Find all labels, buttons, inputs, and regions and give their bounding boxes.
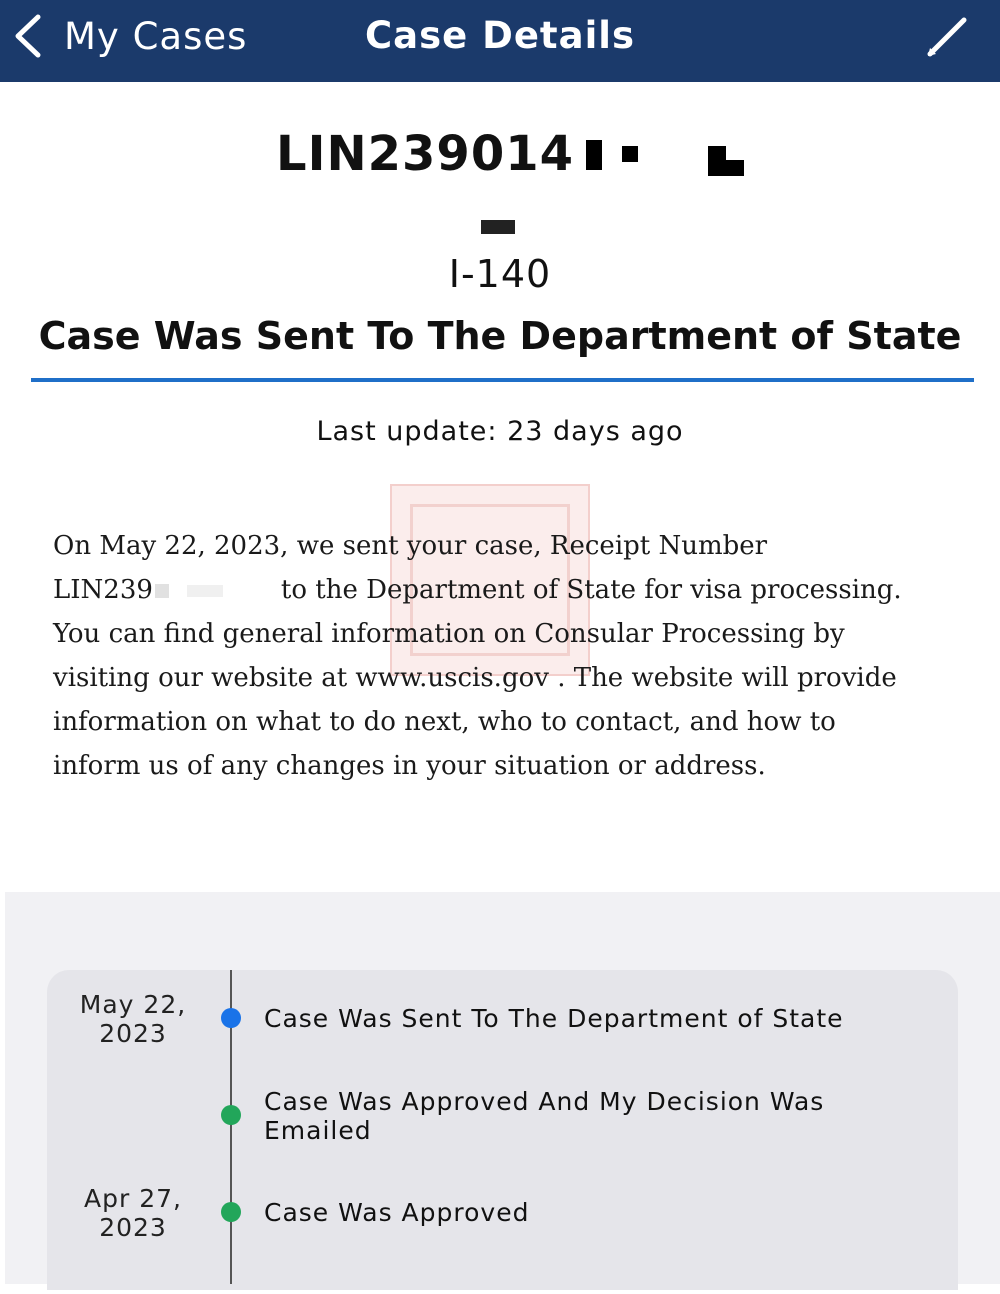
description-line: On May 22, 2023, we sent your case, Receipt Number	[53, 531, 768, 561]
history-dot-current	[221, 1008, 241, 1028]
description-line: visiting our website at www.uscis.gov . The website will provide	[53, 663, 897, 693]
top-nav-bar	[0, 0, 1000, 82]
redaction-mark	[622, 146, 638, 162]
history-dot	[221, 1105, 241, 1125]
status-divider	[31, 378, 974, 382]
pencil-icon	[924, 45, 972, 64]
form-type: I-140	[448, 252, 552, 296]
description-line: inform us of any changes in your situation or address.	[53, 751, 766, 781]
history-date: Apr 27, 2023	[84, 1184, 182, 1242]
case-status-title: Case Was Sent To The Department of State	[38, 314, 962, 358]
redaction-mark	[708, 160, 744, 176]
edit-button[interactable]	[924, 12, 972, 60]
back-button[interactable]	[10, 8, 247, 64]
chevron-left-icon	[10, 13, 44, 59]
blurred-receipt-digits	[187, 585, 223, 597]
description-line: information on what to do next, who to contact, and how to	[53, 707, 836, 737]
history-date: May 22, 2023	[79, 990, 187, 1048]
description-receipt-partial: LIN239	[53, 575, 153, 605]
history-status: Case Was Approved	[264, 1198, 530, 1227]
description-line: You can find general information on Consular Processing by	[53, 619, 845, 649]
description-line-end: to the Department of State for visa processing.	[280, 575, 902, 605]
last-update: Last update: 23 days ago	[316, 416, 684, 447]
history-dot	[221, 1202, 241, 1222]
receipt-number-block	[0, 118, 1000, 198]
redaction-mark	[586, 140, 602, 170]
back-label: My Cases	[64, 14, 248, 58]
receipt-number: LIN239014	[276, 126, 575, 182]
history-status: Case Was Approved And My Decision Was Emailed	[264, 1087, 825, 1145]
case-description	[53, 524, 953, 788]
redaction-mark	[481, 220, 515, 234]
blurred-receipt-digits	[155, 584, 169, 598]
history-status: Case Was Sent To The Department of State	[264, 1004, 844, 1033]
description-line	[53, 568, 953, 612]
page-title: Case Details	[365, 14, 635, 57]
